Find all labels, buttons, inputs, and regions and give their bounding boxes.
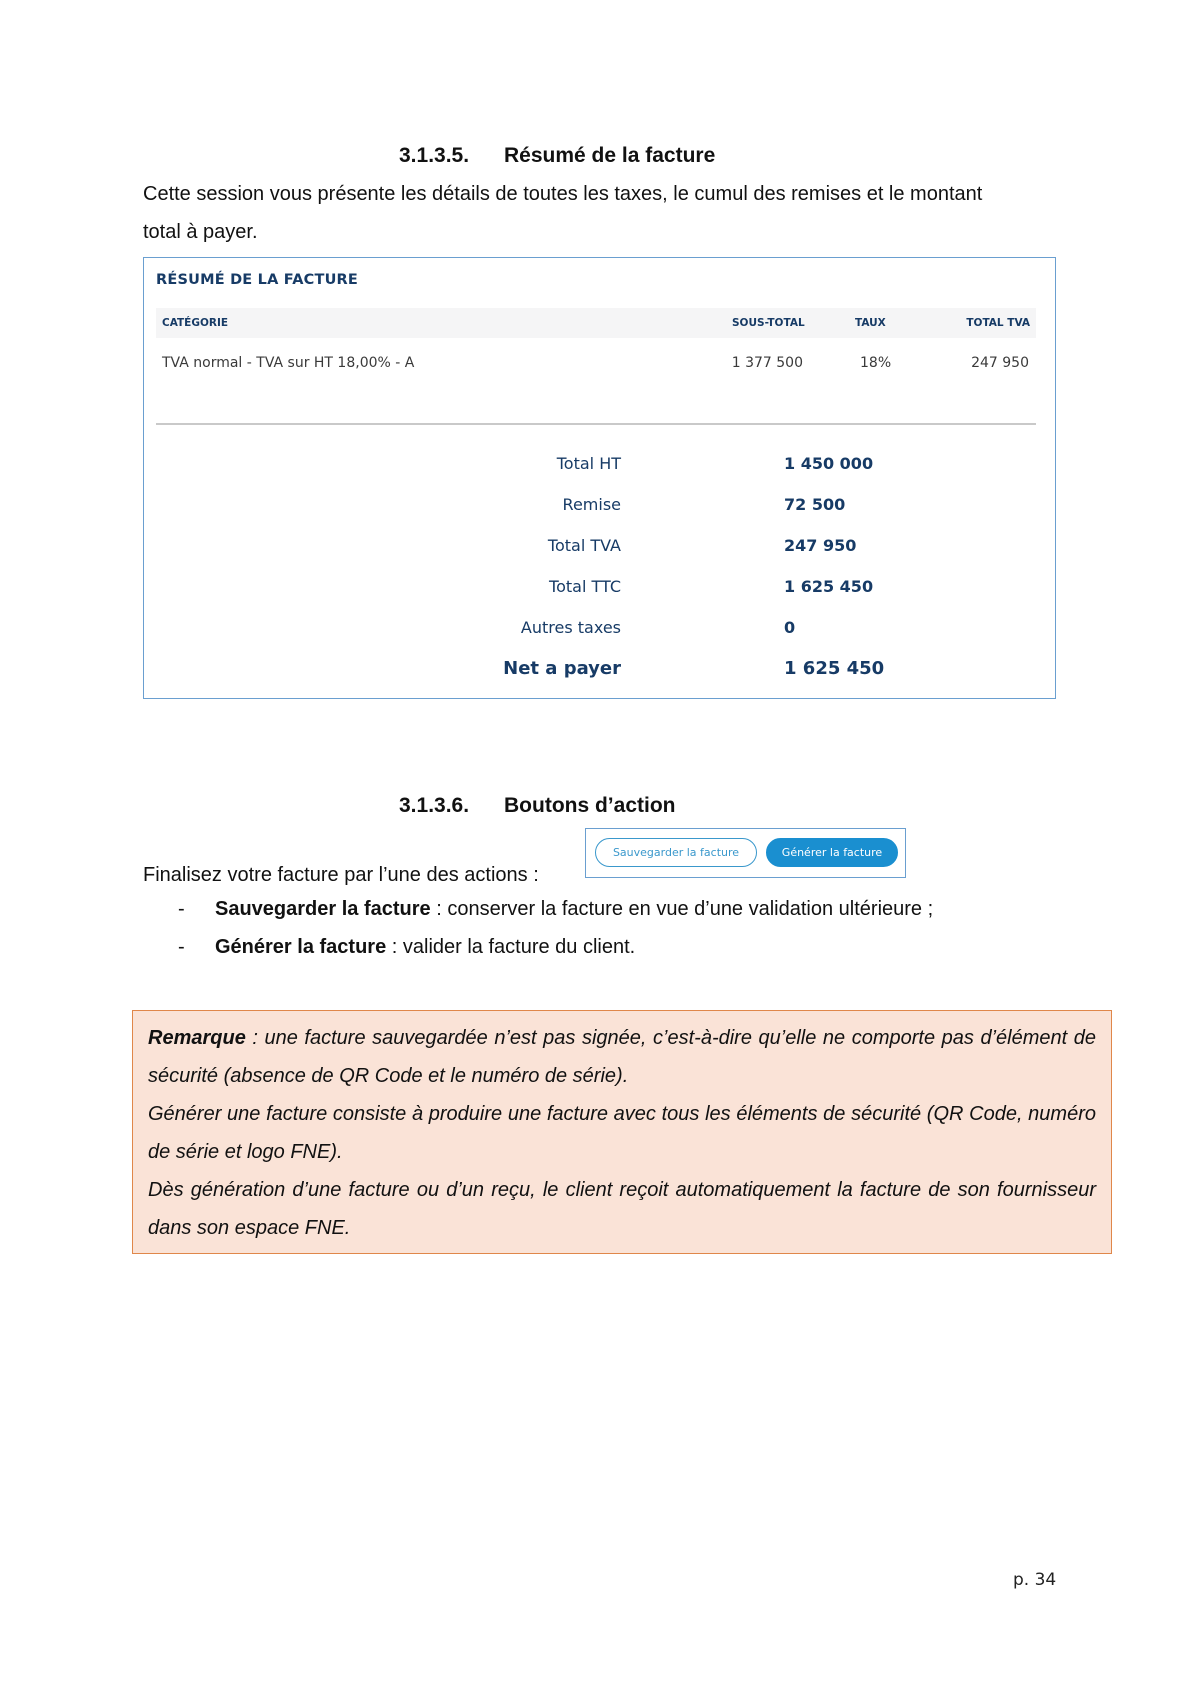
cell-total-tva: 247 950 xyxy=(971,355,1029,371)
section-number: 3.1.3.5. xyxy=(399,144,470,167)
column-header-categorie: CATÉGORIE xyxy=(162,317,229,329)
total-ttc-label: Total TTC xyxy=(549,577,621,596)
remark-label: Remarque xyxy=(148,1027,246,1049)
remise-value: 72 500 xyxy=(784,495,846,514)
divider xyxy=(156,423,1036,425)
bullet-description: : valider la facture du client. xyxy=(386,936,636,958)
section-title: Résumé de la facture xyxy=(504,144,716,167)
total-tva-label: Total TVA xyxy=(547,536,621,555)
remark-paragraph-2: Générer une facture consiste à produire une facture avec tous les éléments de sécurité (QR Code, numéro de série et logo FNE). xyxy=(148,1103,1096,1163)
page-number: p. 34 xyxy=(1013,1570,1057,1590)
section-heading-resume xyxy=(399,144,715,168)
cell-categorie: TVA normal - TVA sur HT 18,00% - A xyxy=(162,355,415,371)
generate-invoice-button[interactable]: Générer la facture xyxy=(766,838,898,867)
net-a-payer-value: 1 625 450 xyxy=(784,658,885,679)
column-header-sous-total: SOUS-TOTAL xyxy=(732,317,805,329)
net-a-payer-label: Net a payer xyxy=(503,658,621,679)
column-header-total-tva: TOTAL TVA xyxy=(966,317,1030,329)
save-invoice-button[interactable]: Sauvegarder la facture xyxy=(595,838,757,867)
autres-taxes-label: Autres taxes xyxy=(520,618,621,637)
actions-intro: Finalisez votre facture par l’une des actions : xyxy=(143,864,539,886)
cell-taux: 18% xyxy=(860,355,892,371)
bullet-term: Sauvegarder la facture xyxy=(215,898,431,920)
section-number: 3.1.3.6. xyxy=(399,794,470,817)
section-heading-boutons xyxy=(399,794,676,818)
remark-paragraph-3: Dès génération d’une facture ou d’un reçu, le client reçoit automatiquement la facture de son fournisseur dans son espace FNE. xyxy=(148,1179,1096,1239)
column-header-taux: TAUX xyxy=(855,317,886,329)
remark-paragraph-1: : une facture sauvegardée n’est pas signée, c’est-à-dire qu’elle ne comporte pas d’élément de sécurité (absence de QR Code et le numéro de série). xyxy=(148,1027,1096,1087)
remise-label: Remise xyxy=(562,495,621,514)
total-tva-value: 247 950 xyxy=(784,536,857,555)
action-buttons-screenshot xyxy=(585,828,906,878)
bullet-description: : conserver la facture en vue d’une validation ultérieure ; xyxy=(430,898,934,920)
invoice-summary-screenshot xyxy=(143,257,1056,699)
total-ht-value: 1 450 000 xyxy=(784,454,874,473)
section-paragraph-line1: Cette session vous présente les détails de toutes les taxes, le cumul des remises et le montant xyxy=(143,183,983,205)
bullet-term: Générer la facture xyxy=(215,936,387,958)
total-ht-label: Total HT xyxy=(556,454,621,473)
section-paragraph-line2: total à payer. xyxy=(143,221,258,243)
remark-box xyxy=(132,1010,1112,1254)
section-title: Boutons d’action xyxy=(504,794,676,817)
table-header xyxy=(156,308,1036,338)
card-title: RÉSUMÉ DE LA FACTURE xyxy=(156,272,359,288)
cell-sous-total: 1 377 500 xyxy=(731,355,803,371)
total-ttc-value: 1 625 450 xyxy=(784,577,874,596)
autres-taxes-value: 0 xyxy=(784,618,796,637)
